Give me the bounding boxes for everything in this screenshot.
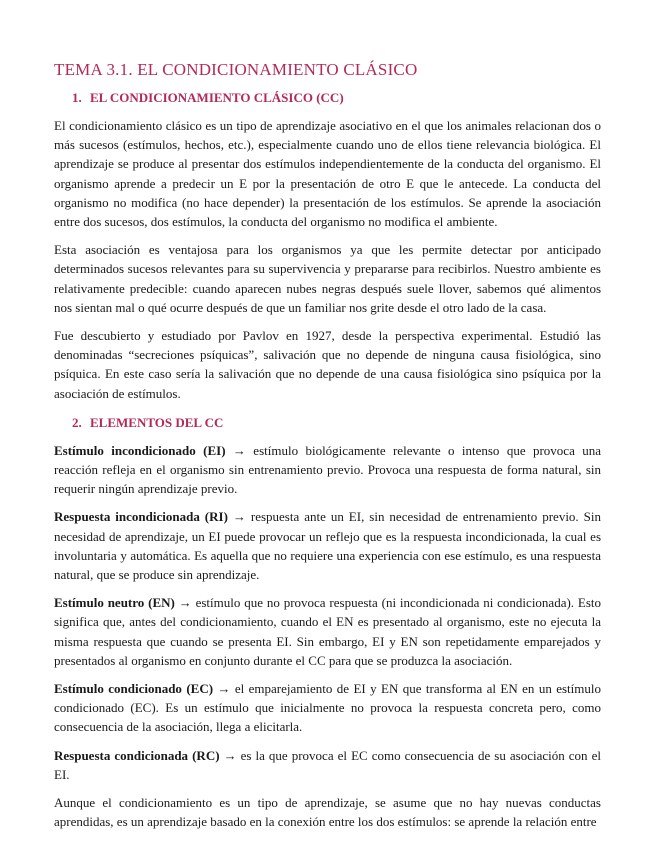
section-heading-text: ELEMENTOS DEL CC [90, 414, 224, 430]
element-definition-ei [54, 441, 601, 499]
element-term: Estímulo neutro (EN) [54, 595, 175, 611]
element-definition-en [54, 593, 601, 670]
element-definition-rc [54, 746, 601, 784]
section-heading-1 [54, 90, 601, 106]
element-text: → estímulo biológicamente relevante o intenso que provoca una reacción refleja en el organismo sin entrenamiento previo. Provoca una respuesta de forma natural, sin requerir ningún aprendizaje previo. [54, 442, 601, 497]
element-term: Respuesta incondicionada (RI) [54, 509, 228, 525]
page-title: TEMA 3.1. EL CONDICIONAMIENTO CLÁSICO [54, 60, 418, 79]
element-term: Estímulo incondicionado (EI) [54, 442, 226, 458]
paragraph-advantage: Esta asociación es ventajosa para los organismos ya que les permite detectar por anticipado determinados sucesos relevantes para su supervivencia y prepararse para recibirlos. Nuestro ambiente es relativamente predecible: cuando aparecen nubes negras después suele llover, sabemos qué alimentos nos sientan mal o qué ocurre después de que un familiar nos grite desde el otro lado de la casa. [54, 242, 601, 315]
element-text: → estímulo que no provoca respuesta (ni incondicionada ni condicionada). Esto significa que, antes del condicionamiento, cuando el EN es presentado al organismo, este no ejecuta la misma respuesta que cuando se presenta EI. Sin embargo, EI y EN son repetidamente emparejados y presentados al organismo en conjunto durante el CC para que se produzca la asociación. [54, 595, 602, 668]
section-number: 1. [72, 90, 82, 105]
paragraph-closing: Aunque el condicionamiento es un tipo de aprendizaje, se asume que no hay nuevas conductas aprendidas, es un aprendizaje basado en la conexión entre los dos estímulos: se aprende la relación entre [54, 795, 601, 830]
section-heading-2 [54, 415, 601, 431]
element-definition-ri [54, 507, 601, 584]
element-term: Estímulo condicionado (EC) [54, 681, 214, 697]
paragraph-pavlov: Fue descubierto y estudiado por Pavlov en 1927, desde la perspectiva experimental. Estudió las denominadas “secreciones psíquicas”, salivación que no depende de ninguna causa fisiológica, sino psíquica. En este caso sería la salivación que no depende de una causa fisiológica sino psíquica por la asociación de estímulos. [54, 328, 601, 401]
element-definition-ec [54, 679, 601, 737]
element-text: → el emparejamiento de EI y EN que transforma al EN en un estímulo condicionado (EC). Es un estímulo que inicialmente no provoca la respuesta concreta pero, como consecuencia de la asociación, llega a elicitarla. [54, 681, 601, 735]
section-heading-text: EL CONDICIONAMIENTO CLÁSICO (CC) [90, 90, 344, 105]
element-text: → respuesta ante un EI, sin necesidad de entrenamiento previo. Sin necesidad de aprendizaje, un EI puede provocar un reflejo que es la respuesta incondicionada, la cual es involuntaria y automática. Es aquella que no requiere una experiencia con ese estímulo, es una respuesta natural, que se produce sin aprendizaje. [54, 509, 601, 583]
element-text: → es la que provoca el EC como consecuencia de su asociación con el EI. [54, 747, 601, 782]
element-term: Respuesta condicionada (RC) [54, 747, 220, 763]
paragraph-definition: El condicionamiento clásico es un tipo de aprendizaje asociativo en el que los animales relacionan dos o más sucesos (estímulos, hechos, etc.), especialmente cuando uno de ellos tiene relevancia biológica. El aprendizaje se produce al presentar dos estímulos independientemente de la conducta del organismo. El organismo aprende a predecir un E por la presentación de otro E que le antecede. La conducta del organismo no modifica (no hace depender) la presentación de los estímulos. Se aprende la asociación entre dos sucesos, dos estímulos, la conducta del organismo no modifica el ambiente. [54, 118, 601, 230]
section-number: 2. [72, 414, 82, 430]
